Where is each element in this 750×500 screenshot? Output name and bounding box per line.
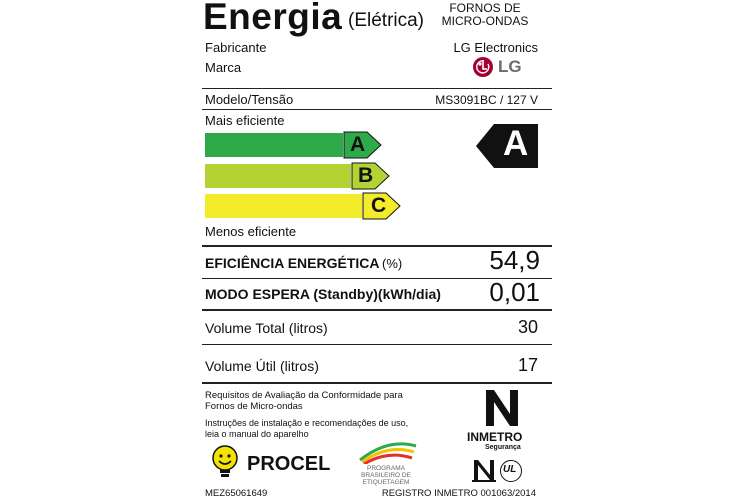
procel-bulb-icon bbox=[210, 445, 240, 479]
label-title: Energia bbox=[203, 0, 343, 37]
model-label: Modelo/Tensão bbox=[205, 92, 294, 107]
ul-mark-text: UL bbox=[503, 464, 517, 475]
class-c-bar bbox=[205, 194, 362, 218]
requirements-note: Requisitos de Avaliação da Conformidade para Fornos de Micro-ondas bbox=[205, 390, 403, 412]
total-volume-value: 30 bbox=[517, 317, 538, 337]
total-volume-label: Volume Total (litros) bbox=[205, 320, 328, 336]
useful-volume-value: 17 bbox=[517, 355, 538, 375]
inmetro-registry: REGISTRO INMETRO 001063/2014 bbox=[381, 488, 536, 499]
pbe-line-3: ETIQUETAGEM bbox=[362, 479, 410, 486]
energy-label bbox=[200, 0, 552, 500]
standby-value: 0,01 bbox=[489, 277, 540, 307]
lg-logo-text: LG bbox=[498, 57, 522, 76]
scale-top-label: Mais eficiente bbox=[205, 113, 285, 128]
divider bbox=[202, 88, 552, 89]
efficiency-unit: (%) bbox=[382, 256, 403, 271]
useful-volume-label: Volume Útil bbox=[205, 358, 276, 374]
divider bbox=[202, 309, 552, 311]
model-value: MS3091BC / 127 V bbox=[435, 93, 538, 107]
inmetro-logo bbox=[462, 386, 542, 458]
manufacturer-label: Fabricante bbox=[205, 40, 267, 55]
lg-logo bbox=[472, 56, 522, 78]
pbe-text bbox=[356, 465, 416, 486]
lg-face-icon bbox=[472, 56, 494, 78]
class-c-letter: C bbox=[371, 194, 387, 217]
inmetro-symbol-icon bbox=[480, 386, 524, 430]
brand-label: Marca bbox=[205, 60, 242, 75]
ul-mark-icon bbox=[500, 460, 522, 482]
pbe-line-2: BRASILEIRO DE bbox=[361, 472, 411, 479]
class-b-bar bbox=[205, 164, 351, 188]
nom-mark-icon bbox=[470, 458, 498, 484]
procel-text: PROCEL bbox=[247, 453, 331, 475]
inmetro-text: INMETRO bbox=[467, 430, 523, 444]
efficiency-label: EFICIÊNCIA ENERGÉTICA bbox=[205, 255, 380, 271]
divider bbox=[202, 109, 552, 110]
procel-logo bbox=[205, 445, 345, 479]
label-subtitle: (Elétrica) bbox=[348, 10, 425, 31]
manufacturer-value: LG Electronics bbox=[453, 40, 538, 55]
divider bbox=[202, 344, 552, 345]
product-code: MEZ65061649 bbox=[205, 488, 268, 499]
instructions-note: Instruções de instalação e recomendações de uso, leia o manual do aparelho bbox=[205, 418, 409, 439]
scale-bottom-label: Menos eficiente bbox=[205, 224, 297, 239]
category-line-1: FORNOS DE bbox=[449, 1, 521, 15]
category-line-2: MICRO-ONDAS bbox=[441, 14, 529, 28]
pbe-swoosh-icon bbox=[358, 440, 418, 464]
divider bbox=[202, 382, 552, 384]
rating-letter: A bbox=[503, 124, 529, 163]
pbe-line-1: PROGRAMA bbox=[367, 465, 405, 472]
inmetro-sub-text: Segurança bbox=[485, 444, 521, 451]
useful-volume-unit: (litros) bbox=[280, 358, 319, 374]
standby-label: MODO ESPERA (Standby)(kWh/dia) bbox=[205, 286, 441, 302]
class-a-letter: A bbox=[350, 133, 366, 156]
product-category bbox=[430, 2, 540, 28]
class-b-letter: B bbox=[358, 164, 374, 187]
pbe-logo bbox=[353, 440, 423, 490]
class-a-bar bbox=[205, 133, 343, 157]
efficiency-value: 54,9 bbox=[489, 245, 540, 275]
